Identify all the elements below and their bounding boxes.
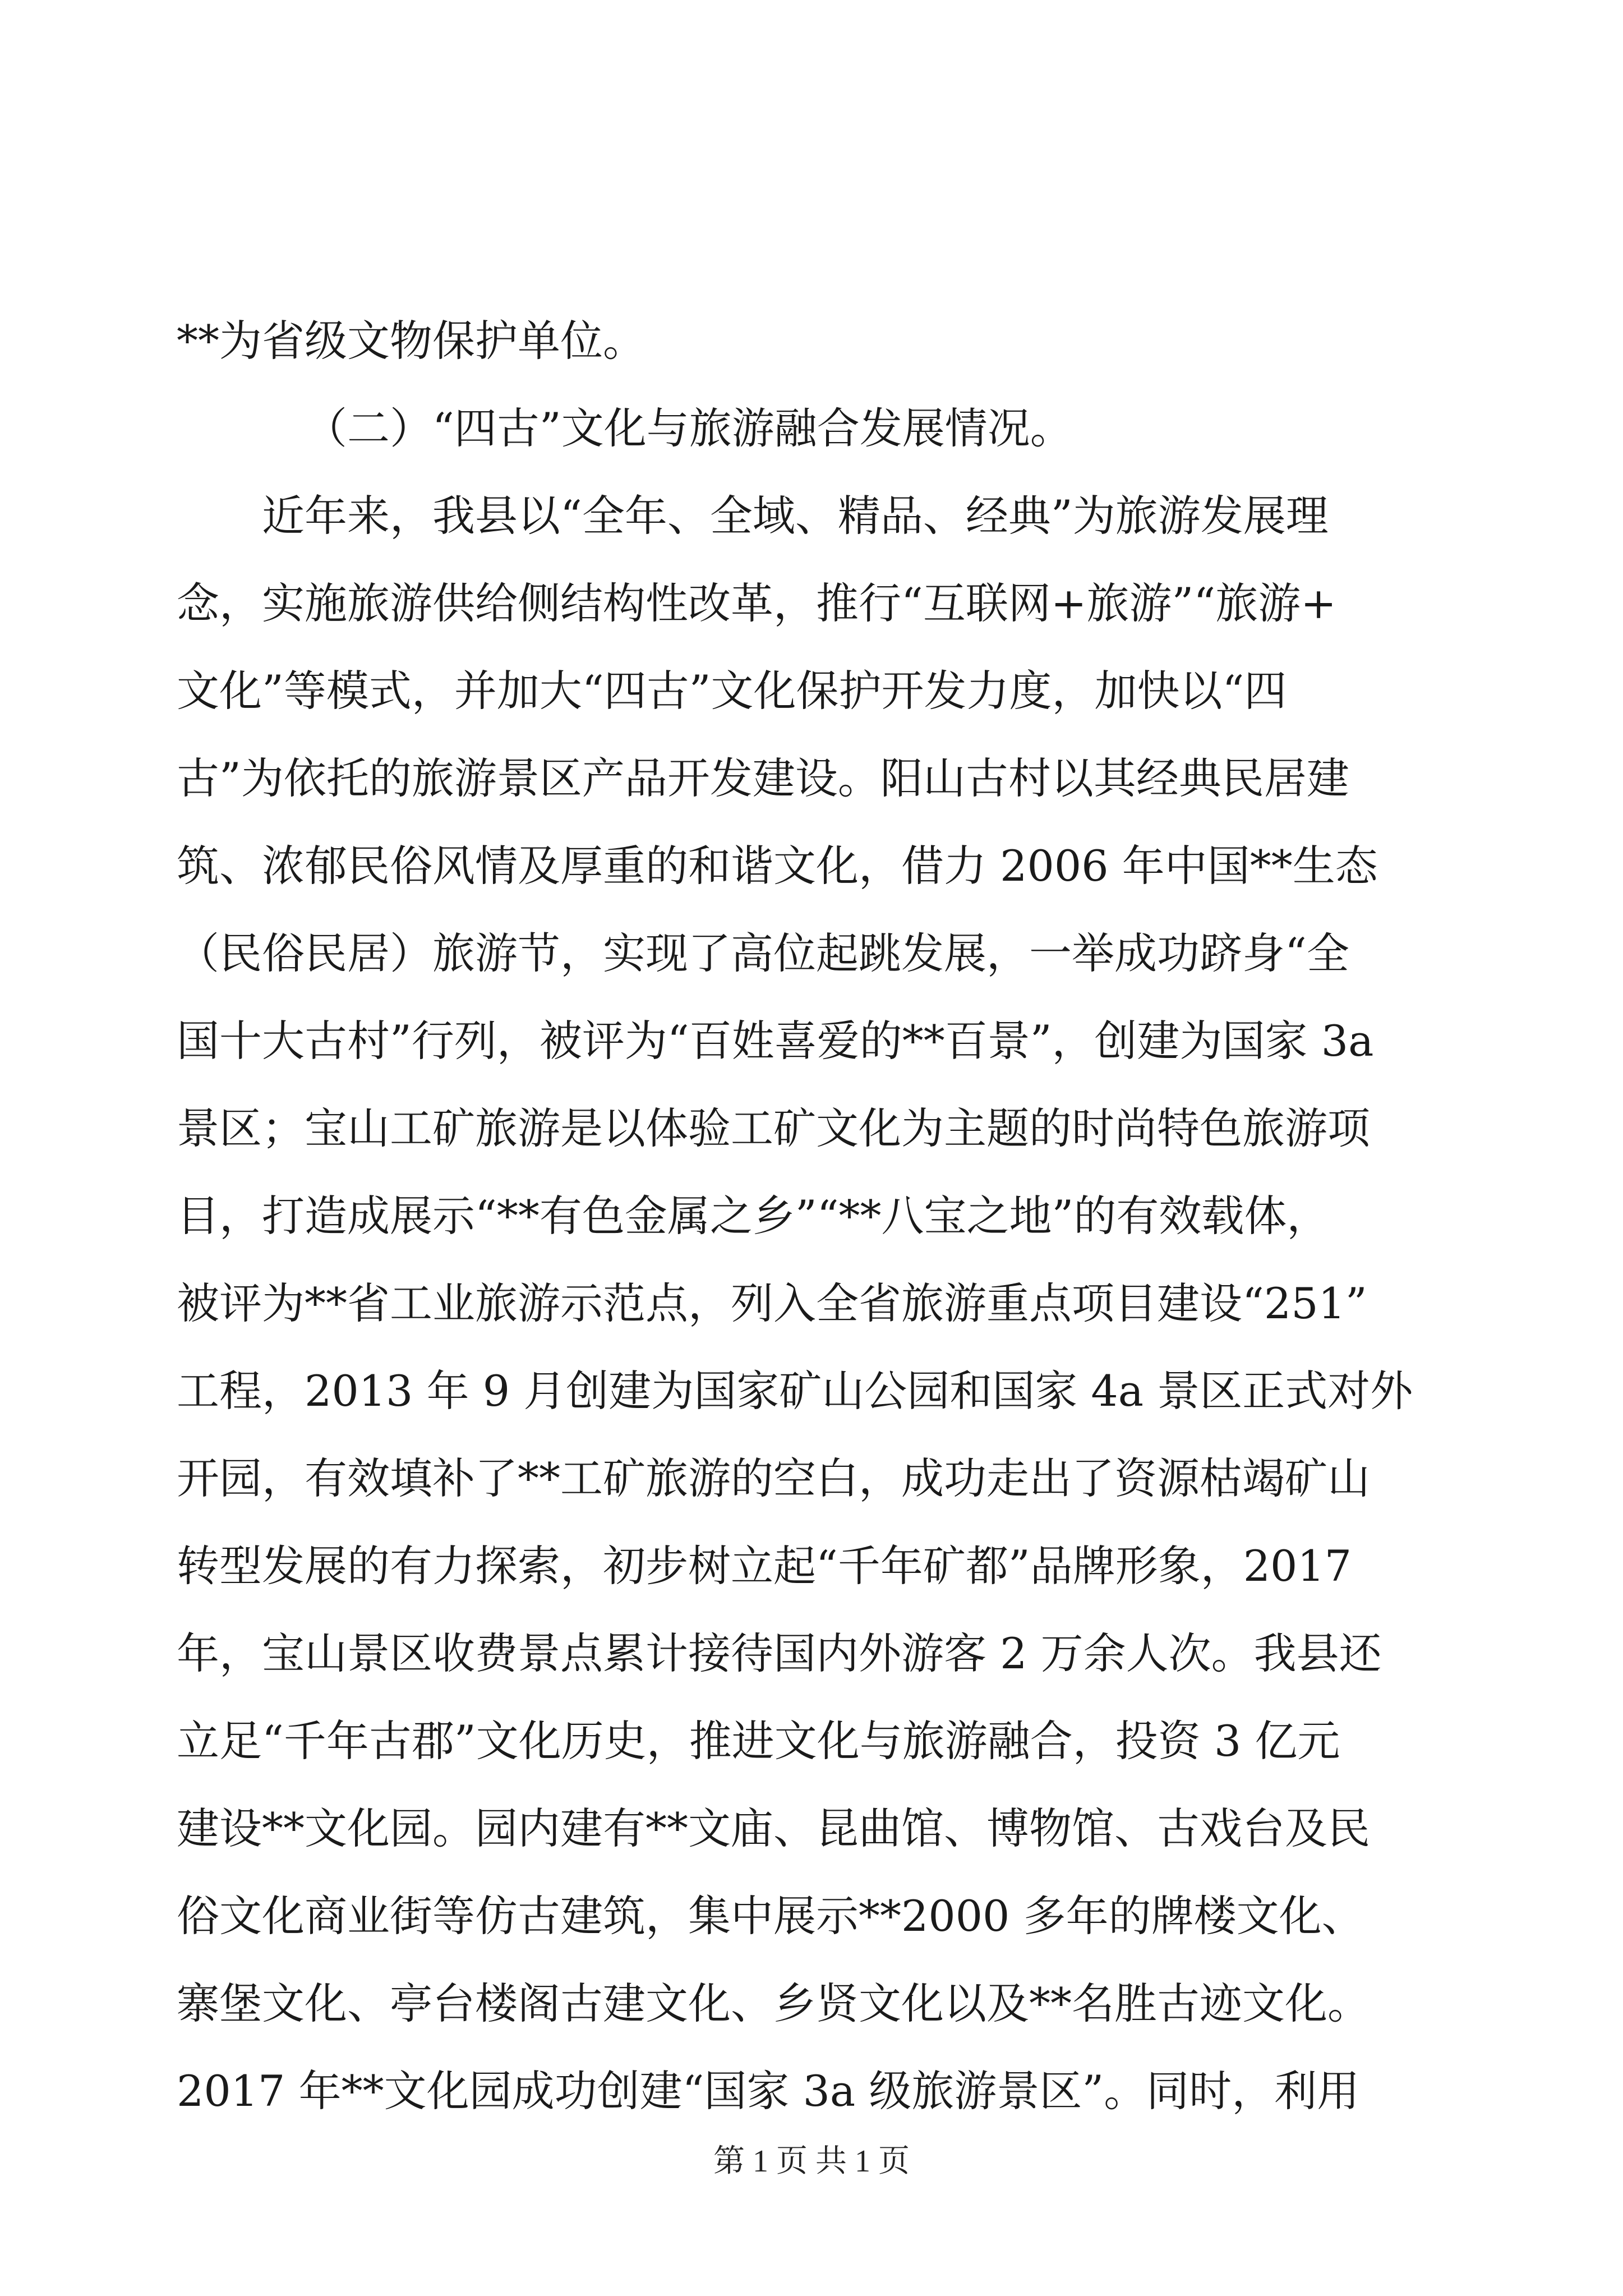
- text-line: 景区；宝山工矿旅游是以体验工矿文化为主题的时尚特色旅游项: [177, 1103, 1370, 1153]
- text-line: 近年来，我县以“全年、全域、精品、经典”为旅游发展理: [177, 491, 1329, 541]
- text-line: （民俗民居）旅游节，实现了高位起跳发展，一举成功跻身“全: [177, 928, 1349, 978]
- text-line: 俗文化商业街等仿古建筑，集中展示**2000 多年的牌楼文化、: [177, 1891, 1364, 1941]
- text-line: 转型发展的有力探索，初步树立起“千年矿都”品牌形象，2017: [177, 1541, 1352, 1591]
- text-line: 国十大古村”行列，被评为“百姓喜爱的**百景”，创建为国家 3a: [177, 1016, 1374, 1066]
- text-line: 寨堡文化、亭台楼阁古建文化、乡贤文化以及**名胜古迹文化。: [177, 1978, 1370, 2028]
- text-line: 念，实施旅游供给侧结构性改革，推行“互联网+旅游”“旅游+: [177, 578, 1336, 628]
- text-line: 立足“千年古郡”文化历史，推进文化与旅游融合，投资 3 亿元: [177, 1716, 1340, 1766]
- text-line: 开园，有效填补了**工矿旅游的空白，成功走出了资源枯竭矿山: [177, 1453, 1370, 1503]
- text-line: 文化”等模式，并加大“四古”文化保护开发力度，加快以“四: [177, 666, 1287, 716]
- text-line: 筑、浓郁民俗风情及厚重的和谐文化，借力 2006 年中国**生态: [177, 841, 1378, 891]
- text-line: **为省级文物保护单位。: [177, 316, 645, 366]
- page-number-label: 第 1 页 共 1 页: [713, 2144, 910, 2179]
- text-line: 年，宝山景区收费景点累计接待国内外游客 2 万余人次。我县还: [177, 1628, 1382, 1678]
- page-footer: [0, 2142, 1623, 2181]
- text-line: 目，打造成展示“**有色金属之乡”“**八宝之地”的有效载体，: [177, 1191, 1330, 1241]
- text-line: 被评为**省工业旅游示范点，列入全省旅游重点项目建设“251”: [177, 1278, 1367, 1328]
- body-text: [177, 297, 1447, 2135]
- text-line: 建设**文化园。园内建有**文庙、昆曲馆、博物馆、古戏台及民: [177, 1803, 1370, 1853]
- text-line: 古”为依托的旅游景区产品开发建设。阳山古村以其经典民居建: [177, 753, 1349, 803]
- text-line: 工程，2013 年 9 月创建为国家矿山公园和国家 4a 景区正式对外: [177, 1366, 1413, 1416]
- text-line: 2017 年**文化园成功创建“国家 3a 级旅游景区”。同时，利用: [177, 2066, 1360, 2116]
- section-heading: （二）“四古”文化与旅游融合发展情况。: [305, 403, 1073, 453]
